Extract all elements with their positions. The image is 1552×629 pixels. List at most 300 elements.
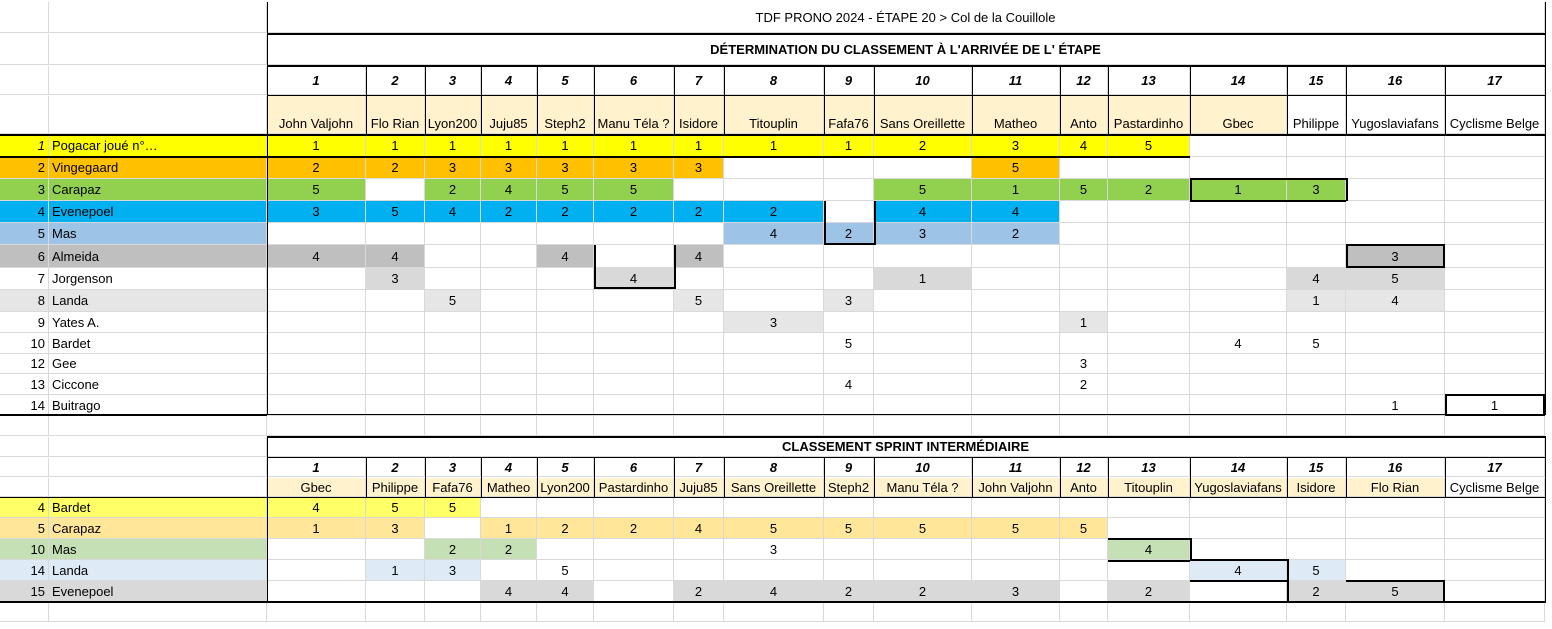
empty-cell[interactable] [49, 416, 267, 436]
prono-cell[interactable] [1190, 290, 1287, 312]
prono-cell[interactable]: 2 [537, 518, 594, 539]
prono-cell[interactable]: 4 [537, 245, 594, 268]
rider-name[interactable]: Vingegaard [49, 157, 267, 179]
player-name[interactable]: Yugoslaviafans [1346, 96, 1445, 134]
player-name[interactable]: Titouplin [1108, 478, 1190, 497]
empty-cell[interactable] [1060, 602, 1108, 622]
prono-cell[interactable]: 3 [267, 201, 366, 223]
prono-cell[interactable] [824, 157, 874, 179]
prono-cell[interactable] [1108, 223, 1190, 245]
rider-name[interactable]: Bardet [49, 333, 267, 354]
prono-cell[interactable] [1108, 290, 1190, 312]
empty-cell[interactable] [874, 416, 972, 436]
empty-cell[interactable] [972, 416, 1060, 436]
empty-cell[interactable] [537, 416, 594, 436]
rider-rank[interactable]: 4 [0, 201, 49, 223]
prono-cell[interactable] [972, 539, 1060, 560]
prono-cell[interactable]: 5 [1287, 333, 1346, 354]
prono-cell[interactable] [724, 290, 824, 312]
prono-cell[interactable]: 1 [366, 135, 425, 157]
prono-cell[interactable] [1108, 268, 1190, 290]
player-name[interactable]: Fafa76 [425, 478, 481, 497]
prono-cell[interactable] [1346, 312, 1445, 333]
col-number[interactable]: 6 [594, 66, 674, 95]
prono-cell[interactable]: 4 [724, 581, 824, 602]
rider-rank[interactable]: 8 [0, 290, 49, 312]
prono-cell[interactable]: 4 [1287, 268, 1346, 290]
prono-cell[interactable] [594, 354, 674, 374]
prono-cell[interactable] [1190, 268, 1287, 290]
prono-cell[interactable]: 2 [1108, 581, 1190, 602]
rider-name[interactable]: Carapaz [49, 518, 267, 539]
prono-cell[interactable]: 1 [594, 135, 674, 157]
prono-cell[interactable]: 2 [481, 539, 537, 560]
prono-cell[interactable] [366, 333, 425, 354]
prono-cell[interactable] [972, 354, 1060, 374]
col-number[interactable]: 17 [1445, 66, 1545, 95]
player-name[interactable]: Juju85 [674, 478, 724, 497]
prono-cell[interactable] [874, 157, 972, 179]
empty-cell[interactable] [674, 602, 724, 622]
prono-cell[interactable] [481, 498, 537, 518]
prono-cell[interactable] [972, 290, 1060, 312]
prono-cell[interactable] [1445, 290, 1545, 312]
rider-rank[interactable]: 2 [0, 157, 49, 179]
prono-cell[interactable] [594, 498, 674, 518]
prono-cell[interactable] [425, 245, 481, 268]
rider-rank[interactable]: 5 [0, 223, 49, 245]
prono-cell[interactable] [972, 395, 1060, 416]
player-name[interactable]: Lyon200 [537, 478, 594, 497]
col-number[interactable]: 9 [824, 66, 874, 95]
rider-rank[interactable]: 9 [0, 312, 49, 333]
prono-cell[interactable] [724, 560, 824, 581]
prono-cell[interactable]: 4 [724, 223, 824, 245]
player-name[interactable]: Steph2 [537, 96, 594, 134]
prono-cell[interactable] [481, 354, 537, 374]
prono-cell[interactable] [594, 581, 674, 602]
prono-cell[interactable]: 3 [1346, 245, 1445, 268]
prono-cell[interactable] [1108, 245, 1190, 268]
prono-cell[interactable] [874, 539, 972, 560]
col-number[interactable]: 3 [425, 458, 481, 477]
col-number[interactable]: 15 [1287, 458, 1346, 477]
empty-cell[interactable] [481, 602, 537, 622]
rider-name[interactable]: Mas [49, 223, 267, 245]
prono-cell[interactable] [1346, 135, 1445, 157]
prono-cell[interactable] [1287, 518, 1346, 539]
prono-cell[interactable] [674, 223, 724, 245]
prono-cell[interactable] [267, 333, 366, 354]
prono-cell[interactable]: 2 [1108, 179, 1190, 201]
col-number[interactable]: 11 [972, 458, 1060, 477]
prono-cell[interactable] [594, 223, 674, 245]
prono-cell[interactable] [824, 268, 874, 290]
player-name[interactable]: Titouplin [724, 96, 824, 134]
prono-cell[interactable] [674, 354, 724, 374]
prono-cell[interactable]: 3 [1287, 179, 1346, 201]
prono-cell[interactable]: 1 [972, 179, 1060, 201]
empty-cell[interactable] [1445, 602, 1545, 622]
prono-cell[interactable] [1287, 245, 1346, 268]
prono-cell[interactable] [481, 223, 537, 245]
rider-name[interactable]: Evenepoel [49, 581, 267, 602]
rider-name[interactable]: Bardet [49, 498, 267, 518]
prono-cell[interactable] [1287, 312, 1346, 333]
prono-cell[interactable]: 4 [674, 518, 724, 539]
prono-cell[interactable]: 1 [481, 518, 537, 539]
empty-cell[interactable] [824, 602, 874, 622]
prono-cell[interactable] [1060, 157, 1108, 179]
col-number[interactable]: 2 [366, 458, 425, 477]
prono-cell[interactable] [1190, 539, 1287, 560]
prono-cell[interactable]: 3 [1060, 354, 1108, 374]
player-name[interactable]: Matheo [972, 96, 1060, 134]
prono-cell[interactable] [481, 333, 537, 354]
rider-name[interactable]: Jorgenson [49, 268, 267, 290]
prono-cell[interactable] [1287, 135, 1346, 157]
prono-cell[interactable] [1060, 223, 1108, 245]
prono-cell[interactable] [874, 395, 972, 416]
prono-cell[interactable] [267, 581, 366, 602]
prono-cell[interactable] [1108, 560, 1190, 581]
col-number[interactable]: 5 [537, 458, 594, 477]
prono-cell[interactable] [267, 395, 366, 416]
prono-cell[interactable] [1060, 395, 1108, 416]
prono-cell[interactable]: 4 [366, 245, 425, 268]
prono-cell[interactable] [1190, 374, 1287, 395]
prono-cell[interactable]: 3 [724, 312, 824, 333]
prono-cell[interactable]: 2 [366, 157, 425, 179]
prono-cell[interactable]: 2 [537, 201, 594, 223]
empty-cell[interactable] [366, 602, 425, 622]
prono-cell[interactable]: 5 [594, 179, 674, 201]
rider-rank[interactable]: 5 [0, 518, 49, 539]
rider-name[interactable]: Mas [49, 539, 267, 560]
prono-cell[interactable] [425, 223, 481, 245]
col-number[interactable]: 8 [724, 66, 824, 95]
prono-cell[interactable] [1445, 179, 1545, 201]
prono-cell[interactable] [972, 312, 1060, 333]
prono-cell[interactable] [1108, 157, 1190, 179]
empty-cell[interactable] [49, 34, 267, 65]
empty-cell[interactable] [824, 416, 874, 436]
prono-cell[interactable] [674, 333, 724, 354]
col-number[interactable]: 14 [1190, 458, 1287, 477]
prono-cell[interactable] [1346, 179, 1445, 201]
prono-cell[interactable] [874, 374, 972, 395]
prono-cell[interactable] [366, 312, 425, 333]
prono-cell[interactable] [972, 268, 1060, 290]
rider-rank[interactable]: 14 [0, 395, 49, 416]
empty-cell[interactable] [537, 602, 594, 622]
prono-cell[interactable] [1060, 268, 1108, 290]
rider-rank[interactable]: 15 [0, 581, 49, 602]
prono-cell[interactable] [537, 395, 594, 416]
prono-cell[interactable]: 3 [481, 157, 537, 179]
empty-cell[interactable] [49, 478, 267, 497]
prono-cell[interactable] [366, 539, 425, 560]
player-name[interactable]: Steph2 [824, 478, 874, 497]
prono-cell[interactable] [824, 245, 874, 268]
col-number[interactable]: 15 [1287, 66, 1346, 95]
rider-rank[interactable]: 4 [0, 498, 49, 518]
prono-cell[interactable]: 5 [1060, 518, 1108, 539]
empty-cell[interactable] [674, 416, 724, 436]
prono-cell[interactable] [1108, 395, 1190, 416]
empty-cell[interactable] [0, 2, 49, 33]
prono-cell[interactable] [1060, 560, 1108, 581]
prono-cell[interactable]: 4 [1190, 560, 1287, 581]
prono-cell[interactable] [874, 312, 972, 333]
prono-cell[interactable] [267, 268, 366, 290]
prono-cell[interactable]: 1 [1346, 395, 1445, 416]
prono-cell[interactable]: 2 [267, 157, 366, 179]
prono-cell[interactable] [724, 498, 824, 518]
prono-cell[interactable] [824, 395, 874, 416]
prono-cell[interactable] [874, 245, 972, 268]
col-number[interactable]: 1 [267, 458, 366, 477]
prono-cell[interactable] [1346, 374, 1445, 395]
prono-cell[interactable] [366, 290, 425, 312]
prono-cell[interactable] [594, 539, 674, 560]
empty-cell[interactable] [0, 34, 49, 65]
sprint-header[interactable]: CLASSEMENT SPRINT INTERMÉDIAIRE [267, 437, 1545, 457]
prono-cell[interactable] [425, 518, 481, 539]
prono-cell[interactable]: 2 [724, 201, 824, 223]
prono-cell[interactable] [972, 333, 1060, 354]
player-name[interactable]: Cyclisme Belge [1445, 96, 1545, 134]
col-number[interactable]: 5 [537, 66, 594, 95]
prono-cell[interactable] [824, 201, 874, 223]
empty-cell[interactable] [49, 437, 267, 457]
prono-cell[interactable]: 5 [1287, 560, 1346, 581]
prono-cell[interactable] [674, 395, 724, 416]
rider-name[interactable]: Landa [49, 560, 267, 581]
empty-cell[interactable] [594, 416, 674, 436]
prono-cell[interactable] [874, 290, 972, 312]
col-number[interactable]: 13 [1108, 66, 1190, 95]
empty-cell[interactable] [724, 416, 824, 436]
prono-cell[interactable] [972, 498, 1060, 518]
col-number[interactable]: 4 [481, 66, 537, 95]
prono-cell[interactable]: 5 [824, 333, 874, 354]
prono-cell[interactable]: 1 [674, 135, 724, 157]
empty-cell[interactable] [425, 416, 481, 436]
prono-cell[interactable] [267, 223, 366, 245]
prono-cell[interactable]: 1 [366, 560, 425, 581]
player-name[interactable]: Anto [1060, 478, 1108, 497]
prono-cell[interactable]: 5 [874, 179, 972, 201]
empty-cell[interactable] [49, 2, 267, 33]
prono-cell[interactable]: 1 [1190, 179, 1287, 201]
prono-cell[interactable]: 2 [674, 201, 724, 223]
empty-cell[interactable] [1190, 416, 1287, 436]
player-name[interactable]: Yugoslaviafans [1190, 478, 1287, 497]
player-name[interactable]: Flo Rian [1346, 478, 1445, 497]
col-number[interactable]: 6 [594, 458, 674, 477]
empty-cell[interactable] [1287, 602, 1346, 622]
prono-cell[interactable] [674, 560, 724, 581]
player-name[interactable]: Philippe [366, 478, 425, 497]
prono-cell[interactable] [481, 560, 537, 581]
prono-cell[interactable] [366, 374, 425, 395]
empty-cell[interactable] [481, 416, 537, 436]
prono-cell[interactable] [1445, 560, 1545, 581]
prono-cell[interactable] [1108, 333, 1190, 354]
rider-rank[interactable]: 10 [0, 333, 49, 354]
prono-cell[interactable]: 4 [1190, 333, 1287, 354]
col-number[interactable]: 13 [1108, 458, 1190, 477]
prono-cell[interactable]: 1 [874, 268, 972, 290]
prono-cell[interactable] [1445, 581, 1545, 602]
empty-cell[interactable] [1108, 602, 1190, 622]
prono-cell[interactable] [824, 498, 874, 518]
prono-cell[interactable] [1346, 201, 1445, 223]
player-name[interactable]: Gbec [1190, 96, 1287, 134]
prono-cell[interactable] [537, 223, 594, 245]
empty-cell[interactable] [49, 66, 267, 95]
prono-cell[interactable]: 2 [594, 201, 674, 223]
player-name[interactable]: John Valjohn [267, 96, 366, 134]
prono-cell[interactable]: 2 [425, 539, 481, 560]
empty-cell[interactable] [1346, 416, 1445, 436]
prono-cell[interactable] [594, 290, 674, 312]
player-name[interactable]: Sans Oreillette [724, 478, 824, 497]
prono-cell[interactable]: 1 [425, 135, 481, 157]
prono-cell[interactable] [1060, 581, 1108, 602]
prono-cell[interactable] [1445, 498, 1545, 518]
prono-cell[interactable] [724, 268, 824, 290]
empty-cell[interactable] [49, 602, 267, 622]
prono-cell[interactable]: 1 [824, 135, 874, 157]
empty-cell[interactable] [0, 96, 49, 134]
col-number[interactable]: 8 [724, 458, 824, 477]
prono-cell[interactable] [1190, 201, 1287, 223]
empty-cell[interactable] [1287, 416, 1346, 436]
prono-cell[interactable] [594, 395, 674, 416]
prono-cell[interactable]: 1 [1060, 312, 1108, 333]
prono-cell[interactable] [724, 354, 824, 374]
empty-cell[interactable] [874, 602, 972, 622]
rider-rank[interactable]: 14 [0, 560, 49, 581]
player-name[interactable]: Manu Téla ? [874, 478, 972, 497]
prono-cell[interactable] [537, 374, 594, 395]
prono-cell[interactable] [1108, 498, 1190, 518]
prono-cell[interactable] [1060, 333, 1108, 354]
prono-cell[interactable]: 4 [537, 581, 594, 602]
prono-cell[interactable] [1190, 498, 1287, 518]
empty-cell[interactable] [49, 458, 267, 477]
prono-cell[interactable] [1060, 539, 1108, 560]
prono-cell[interactable] [594, 245, 674, 268]
prono-cell[interactable] [425, 395, 481, 416]
prono-cell[interactable] [267, 290, 366, 312]
rider-name[interactable]: Evenepoel [49, 201, 267, 223]
prono-cell[interactable] [1287, 223, 1346, 245]
prono-cell[interactable] [537, 498, 594, 518]
prono-cell[interactable]: 5 [824, 518, 874, 539]
prono-cell[interactable] [874, 333, 972, 354]
prono-cell[interactable] [481, 245, 537, 268]
prono-cell[interactable] [824, 539, 874, 560]
rider-rank[interactable]: 10 [0, 539, 49, 560]
prono-cell[interactable] [537, 354, 594, 374]
prono-cell[interactable] [724, 374, 824, 395]
prono-cell[interactable]: 4 [972, 201, 1060, 223]
empty-cell[interactable] [0, 478, 49, 497]
prono-cell[interactable]: 3 [724, 539, 824, 560]
prono-cell[interactable]: 5 [366, 201, 425, 223]
empty-cell[interactable] [972, 602, 1060, 622]
prono-cell[interactable]: 2 [425, 179, 481, 201]
rider-rank[interactable]: 7 [0, 268, 49, 290]
prono-cell[interactable] [481, 290, 537, 312]
prono-cell[interactable]: 1 [1445, 395, 1545, 416]
prono-cell[interactable] [674, 179, 724, 201]
rider-name[interactable]: Gee [49, 354, 267, 374]
rider-name[interactable]: Almeida [49, 245, 267, 268]
prono-cell[interactable]: 5 [874, 518, 972, 539]
prono-cell[interactable] [1287, 374, 1346, 395]
prono-cell[interactable]: 4 [1060, 135, 1108, 157]
prono-cell[interactable] [824, 312, 874, 333]
prono-cell[interactable] [1445, 268, 1545, 290]
prono-cell[interactable]: 2 [481, 201, 537, 223]
prono-cell[interactable] [874, 560, 972, 581]
prono-cell[interactable] [674, 374, 724, 395]
prono-cell[interactable] [1445, 539, 1545, 560]
prono-cell[interactable] [724, 333, 824, 354]
empty-cell[interactable] [0, 437, 49, 457]
empty-cell[interactable] [0, 602, 49, 622]
prono-cell[interactable] [1445, 333, 1545, 354]
prono-cell[interactable] [594, 312, 674, 333]
col-number[interactable]: 3 [425, 66, 481, 95]
prono-cell[interactable] [972, 374, 1060, 395]
prono-cell[interactable]: 5 [425, 290, 481, 312]
col-number[interactable]: 10 [874, 66, 972, 95]
empty-cell[interactable] [425, 602, 481, 622]
prono-cell[interactable]: 3 [972, 135, 1060, 157]
prono-cell[interactable]: 5 [972, 518, 1060, 539]
prono-cell[interactable] [1190, 395, 1287, 416]
prono-cell[interactable] [594, 374, 674, 395]
prono-cell[interactable]: 5 [972, 157, 1060, 179]
empty-cell[interactable] [0, 416, 49, 436]
col-number[interactable]: 12 [1060, 458, 1108, 477]
prono-cell[interactable]: 1 [1287, 290, 1346, 312]
prono-cell[interactable] [1346, 157, 1445, 179]
prono-cell[interactable]: 5 [267, 179, 366, 201]
rider-name[interactable]: Pogacar joué n°… [49, 135, 267, 157]
prono-cell[interactable]: 3 [537, 157, 594, 179]
prono-cell[interactable] [425, 312, 481, 333]
prono-cell[interactable]: 4 [1108, 539, 1190, 560]
prono-cell[interactable] [425, 268, 481, 290]
prono-cell[interactable] [481, 312, 537, 333]
prono-cell[interactable] [1190, 223, 1287, 245]
prono-cell[interactable]: 2 [1060, 374, 1108, 395]
prono-cell[interactable] [1190, 518, 1287, 539]
prono-cell[interactable] [1190, 245, 1287, 268]
empty-cell[interactable] [0, 458, 49, 477]
rider-name[interactable]: Buitrago [49, 395, 267, 416]
col-number[interactable]: 7 [674, 458, 724, 477]
prono-cell[interactable]: 4 [267, 498, 366, 518]
prono-cell[interactable]: 4 [824, 374, 874, 395]
prono-cell[interactable] [824, 560, 874, 581]
